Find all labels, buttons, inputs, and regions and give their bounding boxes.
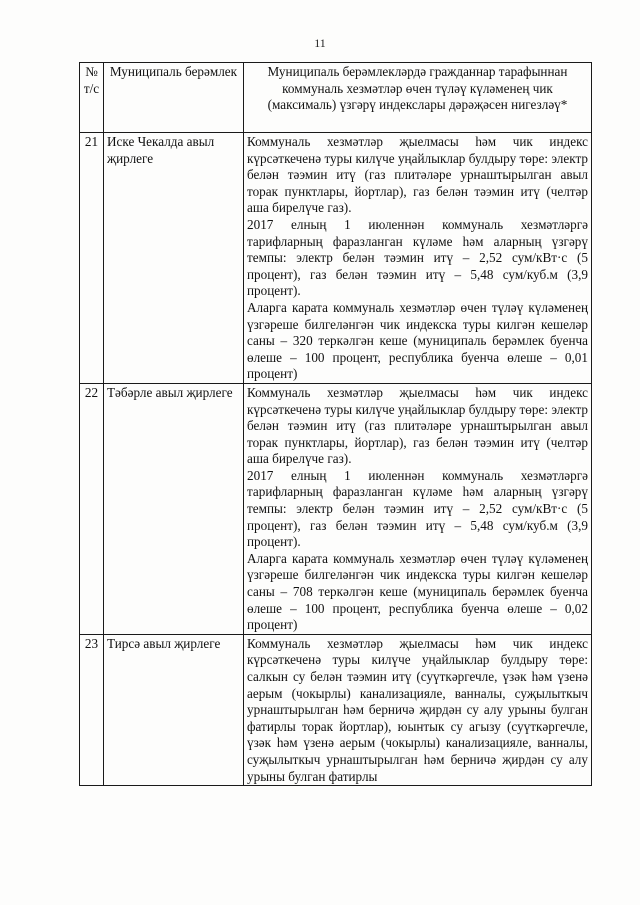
page-number: 11 (314, 36, 326, 50)
justification-paragraph: 2017 елның 1 июленнән коммуналь хезмәтләргә тарифларның фаразланган күләме һәм аларның үзгәрү темпы: электр белән тәэмин итү – 2,52 сум/кВт·с (5 процент), газ белән тәэмин итү – 5,48 сум/куб.м (3,9 процент). (247, 467, 588, 550)
table-row (80, 133, 592, 384)
table-row (80, 383, 592, 634)
row-number: 23 (80, 634, 104, 785)
justification-paragraph: Коммуналь хезмәтләр җыелмасы һәм чик индекс күрсәткеченә туры килүче уңайлыклар булдыру төре: электр белән тәэмин итү (газ плитәләре урнаштырылган авыл торак пунктлары, йортлар), газ белән тәэмин итү (челтәр аша бирелүче газ). (247, 134, 588, 216)
header-municipality: Муниципаль берәмлек (104, 63, 244, 133)
header-justification: Муниципаль берәмлекләрдә гражданнар тарафыннан коммуналь хезмәтләр өчен түләү күләменең чик (максималь) үзгәрү индекслары дәрәҗәсен нигезләү* (244, 63, 592, 133)
row-number: 22 (80, 383, 104, 634)
justification-cell (244, 383, 592, 634)
row-number: 21 (80, 133, 104, 384)
municipality-name: Тирсә авыл җирлеге (104, 634, 244, 785)
municipal-index-table (79, 62, 592, 786)
table-header-row (80, 63, 592, 133)
justification-cell (244, 133, 592, 384)
justification-paragraph: Аларга карата коммуналь хезмәтләр өчен түләү күләменең үзгәреше билгеләнгән чик индекска туры килгән кешеләр саны – 708 теркәлгән кеше (муниципаль берәмлек буенча өлеше – 100 процент, республика буенча өлеше – 0,02 процент) (247, 550, 588, 633)
justification-paragraph: Аларга карата коммуналь хезмәтләр өчен түләү күләменең үзгәреше билгеләнгән чик индекска туры килгән кешеләр саны – 320 теркәлгән кеше (муниципаль берәмлек буенча өлеше – 100 процент, республика буенча өлеше – 0,01 процент) (247, 299, 588, 382)
table-row (80, 634, 592, 785)
header-number: № т/с (80, 63, 104, 133)
municipality-name: Тәбәрле авыл җирлеге (104, 383, 244, 634)
municipality-name: Иске Чекалда авыл җирлеге (104, 133, 244, 384)
justification-paragraph: Коммуналь хезмәтләр җыелмасы һәм чик индекс күрсәткеченә туры килүче уңайлыклар булдыру төре: салкын су белән тәэмин итү (суүткәргечле, үзәк һәм үзенә аерым (чокырлы) канализацияле, ванналы, суҗылыткыч урнаштырылган һәм берничә җирдән су алу урыны булган фатирлы торак йортлар), юынтык су агызу (суүткәргечле, үзәк һәм үзенә аерым (чокырлы) канализацияле, ванналы, суҗылыткыч урнаштырылган һәм берничә җирдән су алу урыны булган фатирлы (247, 635, 588, 784)
justification-paragraph: Коммуналь хезмәтләр җыелмасы һәм чик индекс күрсәткеченә туры килүче уңайлыклар булдыру төре: электр белән тәэмин итү (газ плитәләре урнаштырылган авыл торак пунктлары, йортлар), газ белән тәэмин итү (челтәр аша бирелүче газ). (247, 384, 588, 467)
justification-paragraph: 2017 елның 1 июленнән коммуналь хезмәтләргә тарифларның фаразланган күләме һәм аларның үзгәрү темпы: электр белән тәэмин итү – 2,52 сум/кВт·с (5 процент), газ белән тәэмин итү – 5,48 сум/куб.м (3,9 процент). (247, 216, 588, 299)
justification-cell (244, 634, 592, 785)
